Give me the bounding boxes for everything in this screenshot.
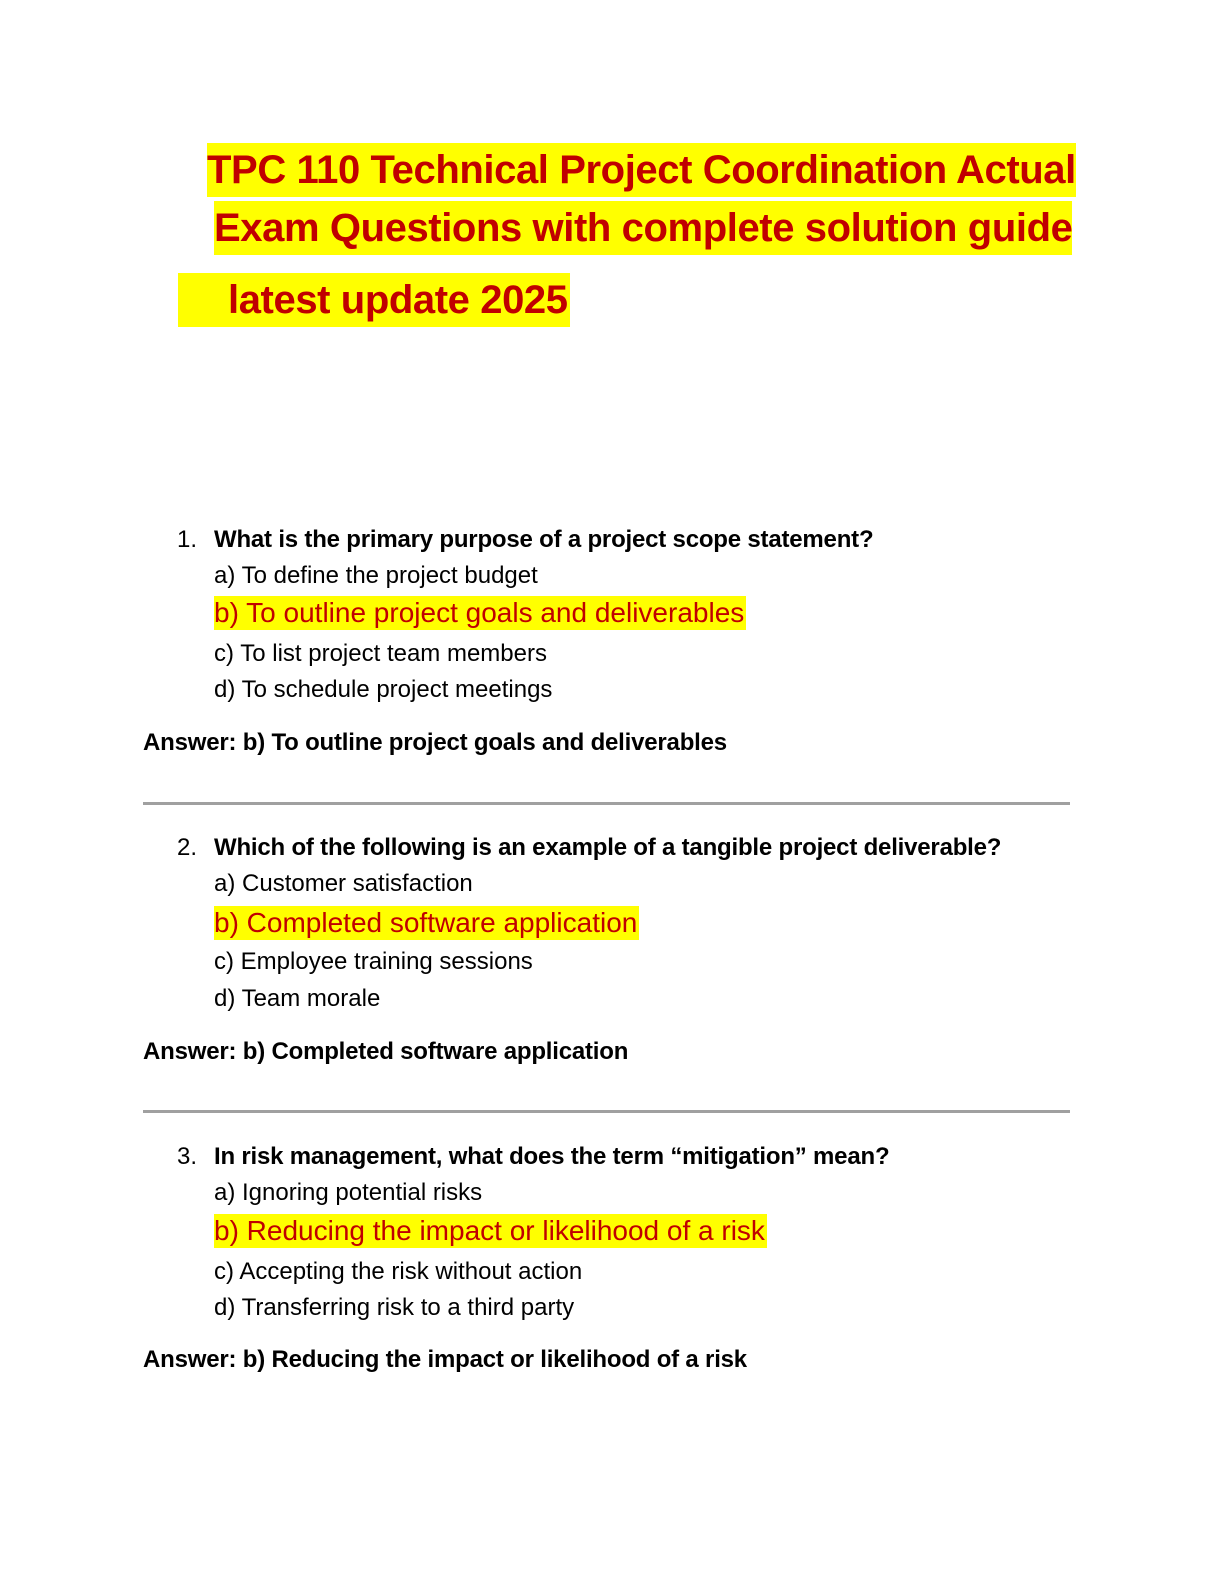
- option-b-correct: b) To outline project goals and deliverables: [214, 597, 745, 628]
- answer-line: Answer: b) Reducing the impact or likelihood of a risk: [143, 1346, 747, 1373]
- option-c: c) Employee training sessions: [214, 948, 533, 975]
- question-text: In risk management, what does the term “mitigation” mean?: [214, 1143, 890, 1170]
- option-d: d) Transferring risk to a third party: [214, 1294, 575, 1321]
- option-b-correct: b) Reducing the impact or likelihood of a risk: [214, 1215, 765, 1246]
- option-d: d) Team morale: [214, 985, 381, 1012]
- document-title-line-2: Exam Questions with complete solution guide: [214, 201, 1072, 255]
- option-d: d) To schedule project meetings: [214, 676, 553, 703]
- option-a: a) Customer satisfaction: [214, 870, 473, 897]
- answer-line: Answer: b) To outline project goals and deliverables: [143, 729, 727, 756]
- question-number: 2.: [177, 834, 198, 861]
- option-a: a) Ignoring potential risks: [214, 1179, 483, 1206]
- answer-line: Answer: b) Completed software application: [143, 1038, 629, 1065]
- question-number: 3.: [177, 1143, 198, 1170]
- option-c: c) To list project team members: [214, 640, 547, 667]
- question-number: 1.: [177, 526, 198, 553]
- option-c: c) Accepting the risk without action: [214, 1258, 583, 1285]
- question-text: Which of the following is an example of a tangible project deliverable?: [214, 834, 1002, 861]
- option-b-correct: b) Completed software application: [214, 907, 638, 938]
- question-text: What is the primary purpose of a project scope statement?: [214, 526, 874, 553]
- section-divider: [143, 802, 1070, 805]
- document-title-line-1: TPC 110 Technical Project Coordination Actual: [207, 143, 1076, 197]
- document-title-line-3: latest update 2025: [178, 273, 570, 327]
- option-a: a) To define the project budget: [214, 562, 538, 589]
- section-divider: [143, 1110, 1070, 1113]
